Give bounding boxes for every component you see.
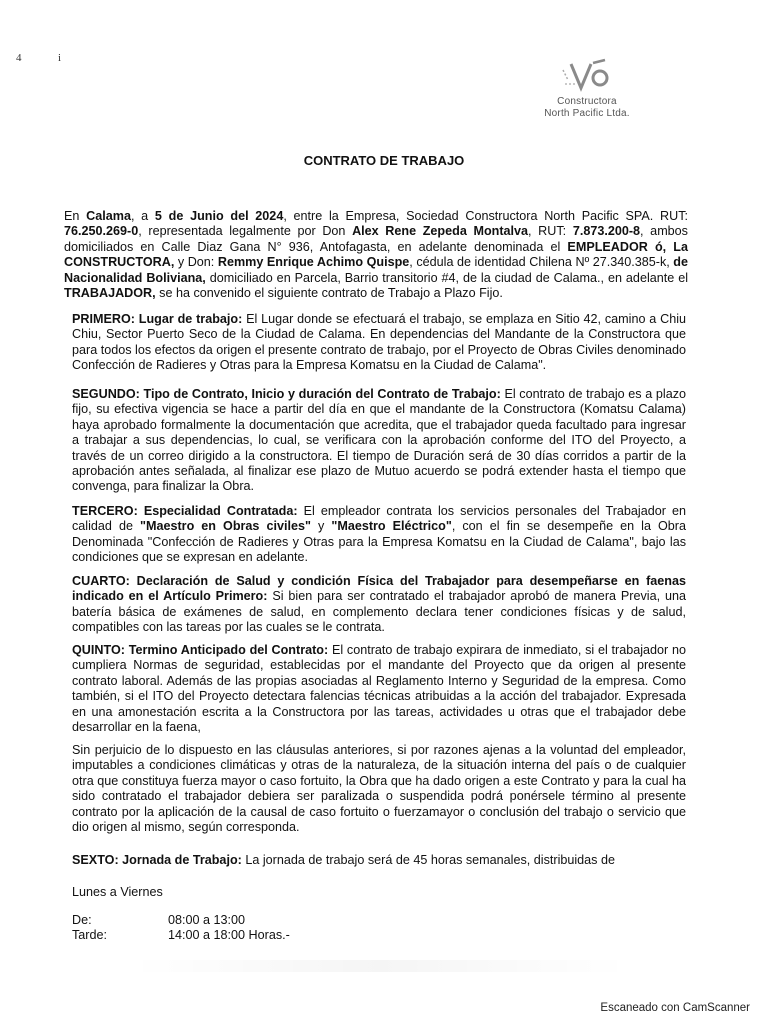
logo-mark-icon bbox=[557, 58, 617, 96]
clause-heading: QUINTO: Termino Anticipado del Contrato: bbox=[72, 643, 329, 657]
schedule-value: 14:00 a 18:00 Horas.- bbox=[168, 928, 290, 943]
employer-label: EMPLEADOR ó, La CONSTRUCTORA, bbox=[64, 239, 688, 270]
representative-name: Alex Rene Zepeda Montalva bbox=[352, 224, 529, 239]
corner-mark-left: 4 bbox=[16, 52, 22, 64]
worker-name: Remmy Enrique Achimo Quispe bbox=[217, 255, 410, 270]
clause-cuarto bbox=[72, 574, 686, 636]
work-days: Lunes a Viernes bbox=[72, 885, 163, 899]
clause-heading: TERCERO: Especialidad Contratada: bbox=[72, 504, 298, 518]
clause-body: Si bien para ser contratado el trabajador aprobó de manera Previa, una batería básica de exámenes de salud, en complemento declara tener condiciones físicas y de salud, compatibles con las tareas por las cuales se le contrata. bbox=[72, 589, 687, 635]
employer-rut: 76.250.269-0 bbox=[64, 224, 139, 239]
clause-heading: PRIMERO: Lugar de trabajo: bbox=[72, 312, 243, 326]
document-title: CONTRATO DE TRABAJO bbox=[303, 153, 465, 168]
clause-body: El contrato de trabajo expirara de inmediato, si el trabajador no cumpliera Normas de seguridad, establecidas por el mandante del Proyecto que da origen al presente contrato laboral. Además de las propias asociadas al Reglamento Interno y Seguridad de la empresa. Como también, si el ITO del Proyecto detectara falencias técnicas atribuidas a la acción del trabajador. Expresada en una amonestación escrita a la Constructora por las tareas, actividades u otras que el trabajador debe desarrollar en la faena, bbox=[72, 643, 686, 735]
clause-body: La jornada de trabajo será de 45 horas semanales, distribuidas de bbox=[241, 853, 615, 867]
clause-quinto bbox=[72, 643, 686, 735]
clause-heading: SEXTO: Jornada de Trabajo: bbox=[72, 853, 242, 867]
clause-body: El contrato de trabajo es a plazo fijo, su efectiva vigencia se hace a partir del día en que el mandante de la Constructora (Komatsu Calama) haya aprobado formalmente la documentación que acredita, que el trabajador queda facultado para ingresar a trabajar a sus dependencias, lo cual, se verificara con la aprobación conforme del ITO del Proyecto, a través de un correo dirigido a la constructora. El tiempo de Duración será de 30 días corridos a partir de la aprobación antes señalada, al finalizar ese plazo de Mutuo acuerdo se podrá extender hasta el tiempo que convenga, para finalizar la Obra. bbox=[72, 387, 686, 494]
clause-heading: SEGUNDO: Tipo de Contrato, Inicio y duración del Contrato de Trabajo: bbox=[72, 387, 501, 401]
logo-text-line2: North Pacific Ltda. bbox=[544, 108, 630, 119]
clause-quinto-continuation: Sin perjuicio de lo dispuesto en las cláusulas anteriores, si por razones ajenas a la voluntad del empleador, imputables a condiciones climáticas y otras de la naturaleza, de la situación interna del país o de cualquier otra que constituya fuerza mayor o caso fortuito, la Obra que ha dado origen a este Contrato y para la cual ha sido contratado el trabajador debiera ser paralizada o suspendida podrá ponérsele término al presente contrato por la aplicación de la causal de caso fortuito o fuerzamayor o conclusión del trabajo o servicio que dio origen al mismo, según corresponda. bbox=[72, 743, 686, 835]
company-logo bbox=[532, 58, 642, 120]
logo-text-line1: Constructora bbox=[557, 96, 617, 107]
clause-heading: CUARTO: Declaración de Salud y condición Física del Trabajador para desempeñarse en faenas indicado en el Artículo Primero: bbox=[72, 574, 686, 604]
schedule-label: Tarde: bbox=[72, 928, 108, 943]
clause-segundo bbox=[72, 387, 686, 495]
corner-mark-right: i bbox=[58, 52, 62, 64]
schedule-row-afternoon bbox=[72, 928, 290, 943]
schedule-label: De: bbox=[72, 913, 92, 927]
representative-rut: 7.873.200-8 bbox=[572, 224, 641, 239]
clause-body: El Lugar donde se efectuará el trabajo, se emplaza en Sitio 42, camino a Chiu Chiu, Sector Puerto Seco de la Ciudad de Calama. En dependencias del Mandante de la Constructora que para todos los efectos da origen el presente contrato de trabajo, por el Proyecto de Obras Civiles denominado Confección de Radieres y Otras para la Empresa Komatsu en la Ciudad de Calama". bbox=[72, 312, 686, 373]
scanner-watermark: Escaneado con CamScanner bbox=[600, 1002, 750, 1014]
schedule-value: 08:00 a 13:00 bbox=[168, 913, 246, 927]
work-schedule bbox=[72, 913, 290, 944]
city-name: Calama bbox=[86, 209, 131, 223]
worker-nationality: de Nacionalidad Boliviana, bbox=[64, 255, 688, 285]
specialty-1: "Maestro en Obras civiles" bbox=[140, 519, 311, 534]
clause-sexto bbox=[72, 853, 686, 868]
worker-label: TRABAJADOR, bbox=[64, 286, 156, 301]
specialty-2: "Maestro Eléctrico" bbox=[331, 519, 452, 534]
scan-smudge bbox=[130, 960, 630, 972]
schedule-row-morning bbox=[72, 913, 290, 928]
contract-date: 5 de Junio del 2024 bbox=[154, 209, 284, 223]
intro-paragraph: En Calama, a 5 de Junio del 2024, entre la Empresa, Sociedad Constructora North Pacific SPA. RUT: 76.250.269-0, representada legalmente por Don Alex Rene Zepeda Montalva, RUT: 7.873.200-8, ambos domiciliados en Calle Diaz Gana N° 936, Antofagasta, en adelante denominada el EMPLEADOR ó, La CONSTRUCTORA, y Don: Remmy Enrique Achimo Quispe, cédula de identidad Chilena Nº 27.340.385-k, de Nacionalidad Boliviana, domiciliado en Parcela, Barrio transitorio #4, de la ciudad de Calama., en adelante el TRABAJADOR, se ha convenido el siguiente contrato de Trabajo a Plazo Fijo. bbox=[64, 209, 689, 301]
clause-primero bbox=[72, 312, 686, 374]
clause-tercero: TERCERO: Especialidad Contratada: El empleador contrata los servicios personales del Trabajador en calidad de "Maestro en Obras civiles" y "Maestro Eléctrico", con el fin se desempeñe en la Obra Denominada "Confección de Radieres y Otras para la Empresa Komatsu en la Ciudad de Calama", bajo las condiciones que se expresan en adelante. bbox=[72, 504, 687, 565]
